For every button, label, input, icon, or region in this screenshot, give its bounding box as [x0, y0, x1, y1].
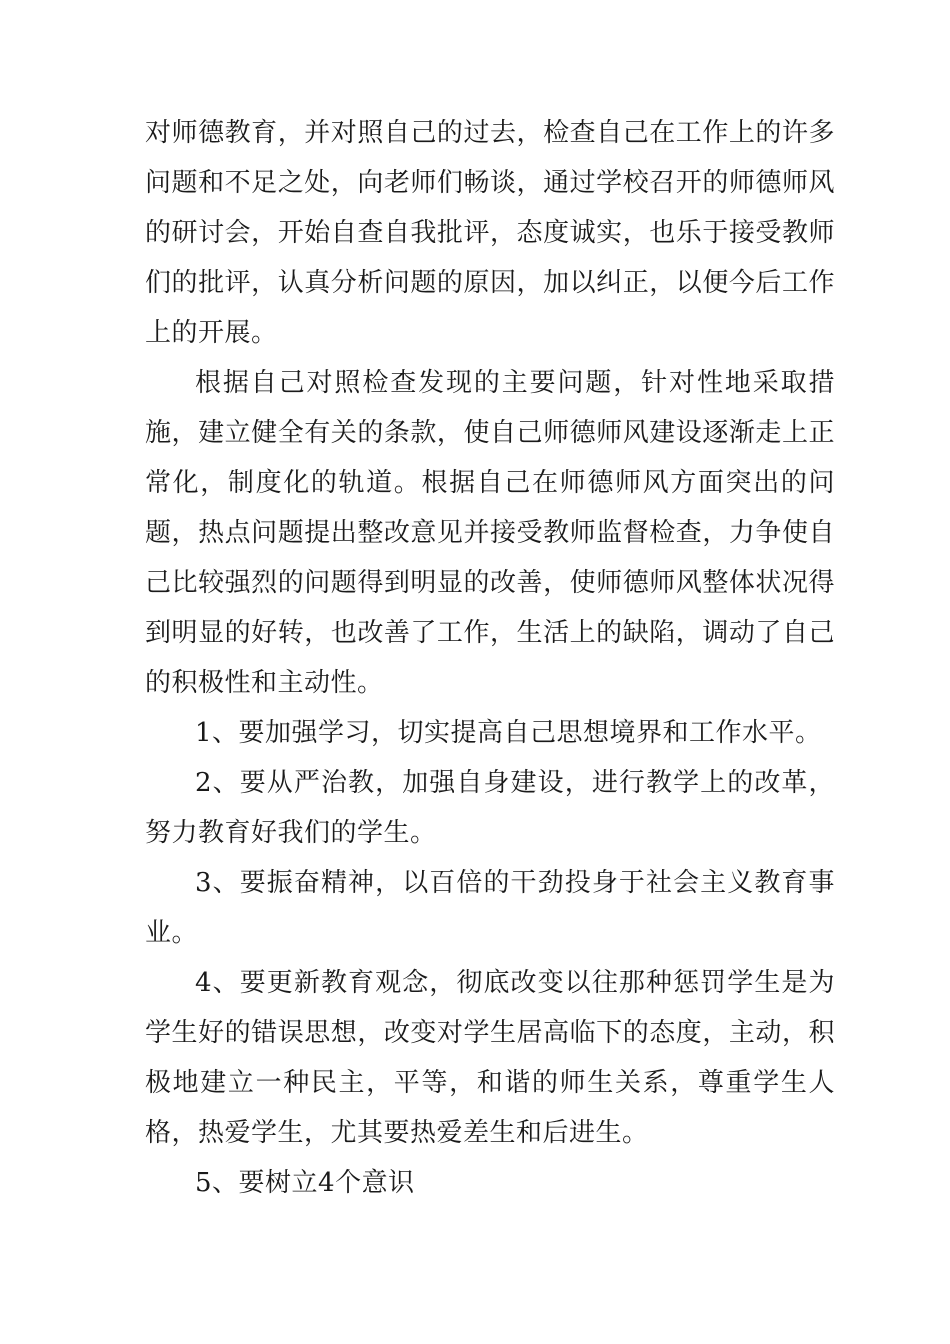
paragraph-measures: 根据自己对照检查发现的主要问题，针对性地采取措施，建立健全有关的条款，使自己师德师风建设逐渐走上正常化，制度化的轨道。根据自己在师德师风方面突出的问题，热点问题提出整改意见并接受教师监督检查，力争使自己比较强烈的问题得到明显的改善，使师德师风整体状况得到明显的好转，也改善了工作，生活上的缺陷，调动了自己的积极性和主动性。 [145, 368, 835, 698]
paragraph-continuation: 对师德教育，并对照自己的过去，检查自己在工作上的许多问题和不足之处，向老师们畅谈，通过学校召开的师德师风的研讨会，开始自查自我批评，态度诚实，也乐于接受教师们的批评，认真分析问题的原因，加以纠正，以便今后工作上的开展。 [145, 118, 835, 348]
document-body [145, 108, 835, 1208]
list-item-3: 3、要振奋精神，以百倍的干劲投身于社会主义教育事业。 [145, 868, 835, 948]
list-item-1: 1、要加强学习，切实提高自己思想境界和工作水平。 [195, 718, 822, 748]
list-item-4: 4、要更新教育观念，彻底改变以往那种惩罚学生是为学生好的错误思想，改变对学生居高临下的态度，主动，积极地建立一种民主，平等，和谐的师生关系，尊重学生人格，热爱学生，尤其要热爱差生和后进生。 [145, 968, 835, 1148]
list-item-5: 5、要树立4个意识 [195, 1168, 415, 1198]
list-item-2: 2、要从严治教，加强自身建设，进行教学上的改革，努力教育好我们的学生。 [145, 768, 835, 848]
